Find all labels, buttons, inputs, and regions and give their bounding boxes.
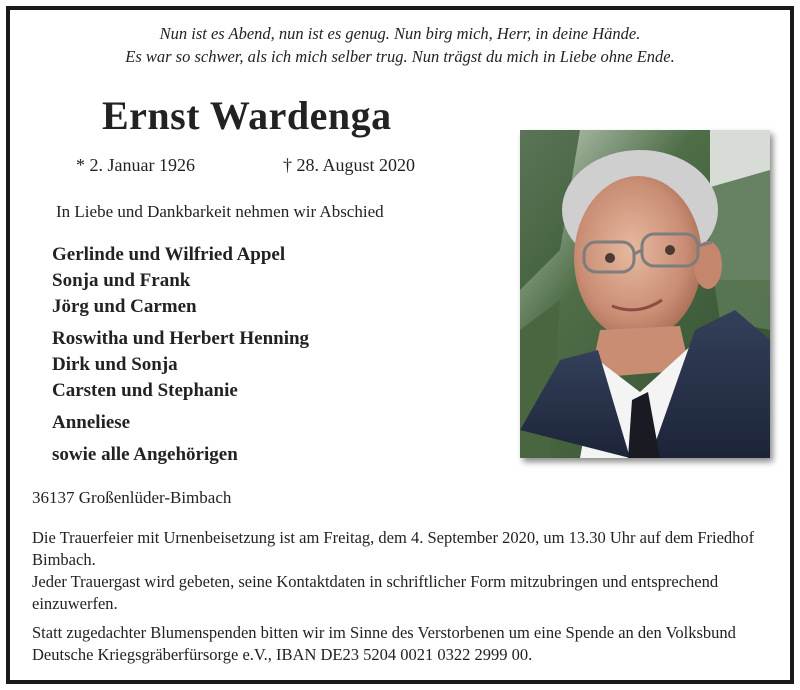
mourner-line: Dirk und Sonja [52,354,178,375]
death-date: † 28. August 2020 [283,155,416,175]
contact-notice: Jeder Trauergast wird gebeten, seine Kontaktdaten in schriftlicher Form mitzubringen und entsprechend einzuwerfen. [32,572,719,613]
mourner-line: Carsten und Stephanie [52,380,238,401]
motto-verse [0,22,800,68]
mourner-line: Sonja und Frank [52,270,191,291]
deceased-name: Ernst Wardenga [102,93,392,138]
funeral-info: Die Trauerfeier mit Urnenbeisetzung ist am Freitag, dem 4. September 2020, um 13.30 Uhr auf dem Friedhof Bimbach. [32,528,755,569]
mourner-line: Gerlinde und Wilfried Appel [52,244,286,265]
motto-line-2: Es war so schwer, als ich mich selber trug. Nun trägst du mich in Liebe ohne Ende. [125,47,675,66]
mourner-line: Jörg und Carmen [52,296,197,317]
mourner-line: Roswitha und Herbert Henning [52,328,310,349]
donation-notice: Statt zugedachter Blumenspenden bitten wir im Sinne des Verstorbenen um eine Spende an den Volksbund Deutsche Kriegsgräberfürsorge e.V., IBAN DE23 5204 0021 0322 2999 00. [32,623,736,664]
mourner-line: sowie alle Angehörigen [52,444,238,465]
farewell-intro: In Liebe und Dankbarkeit nehmen wir Abschied [56,202,384,221]
mourners-list [52,242,309,468]
mourner-line: Anneliese [52,412,131,433]
motto-line-1: Nun ist es Abend, nun ist es genug. Nun birg mich, Herr, in deine Hände. [159,24,641,43]
birth-date: * 2. Januar 1926 [76,155,195,175]
place-of-residence: 36137 Großenlüder-Bimbach [32,488,232,507]
portrait-photo [520,130,770,458]
